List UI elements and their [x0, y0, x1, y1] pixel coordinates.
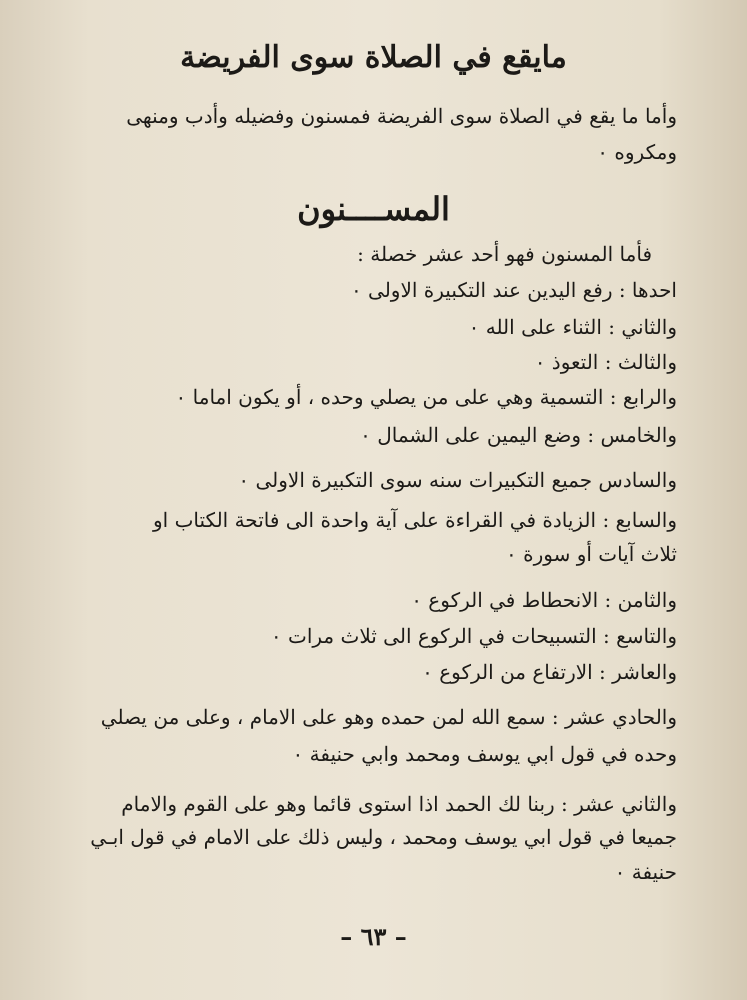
text-line: والخامس : وضع اليمين على الشمال ٠ [360, 423, 677, 447]
text-line: والعاشر : الارتفاع من الركوع ٠ [422, 660, 677, 684]
text-line: والثاني : الثناء على الله ٠ [468, 315, 677, 339]
text-line: احدها : رفع اليدين عند التكبيرة الاولى ٠ [350, 278, 677, 302]
intro-line: وأما ما يقع في الصلاة سوى الفريضة فمسنون وفضيله وأدب ومنهى [126, 104, 677, 128]
text-line: فأما المسنون فهو أحد عشر خصلة : [357, 242, 652, 266]
text-line: والتاسع : التسبيحات في الركوع الى ثلاث مرات ٠ [270, 624, 677, 648]
page-title: مايقع في الصلاة سوى الفريضة [180, 40, 567, 75]
text-line: وحده في قول ابي يوسف ومحمد وابي حنيفة ٠ [292, 742, 677, 766]
text-line: والسابع : الزيادة في القراءة على آية واحدة الى فاتحة الكتاب او [153, 508, 677, 532]
text-line: حنيفة ٠ [614, 860, 677, 884]
text-line: والثامن : الانحطاط في الركوع ٠ [411, 588, 677, 612]
text-line: والسادس جميع التكبيرات سنه سوى التكبيرة الاولى ٠ [238, 468, 677, 492]
intro-line: ومكروه ٠ [597, 140, 677, 164]
text-line: والثاني عشر : ربنا لك الحمد اذا استوى قائما وهو على القوم والامام [121, 792, 677, 816]
page-number: – ٦٣ – [340, 922, 407, 951]
text-line: والثالث : التعوذ ٠ [534, 350, 677, 374]
text-line: ثلاث آيات أو سورة ٠ [506, 542, 677, 566]
text-line: جميعا في قول ابي يوسف ومحمد ، وليس ذلك على الامام في قول ابـي [90, 825, 677, 849]
text-line: والرابع : التسمية وهي على من يصلي وحده ، أو يكون اماما ٠ [175, 385, 677, 409]
section-heading: المســــنون [297, 190, 450, 228]
text-line: والحادي عشر : سمع الله لمن حمده وهو على الامام ، وعلى من يصلي [100, 705, 677, 729]
